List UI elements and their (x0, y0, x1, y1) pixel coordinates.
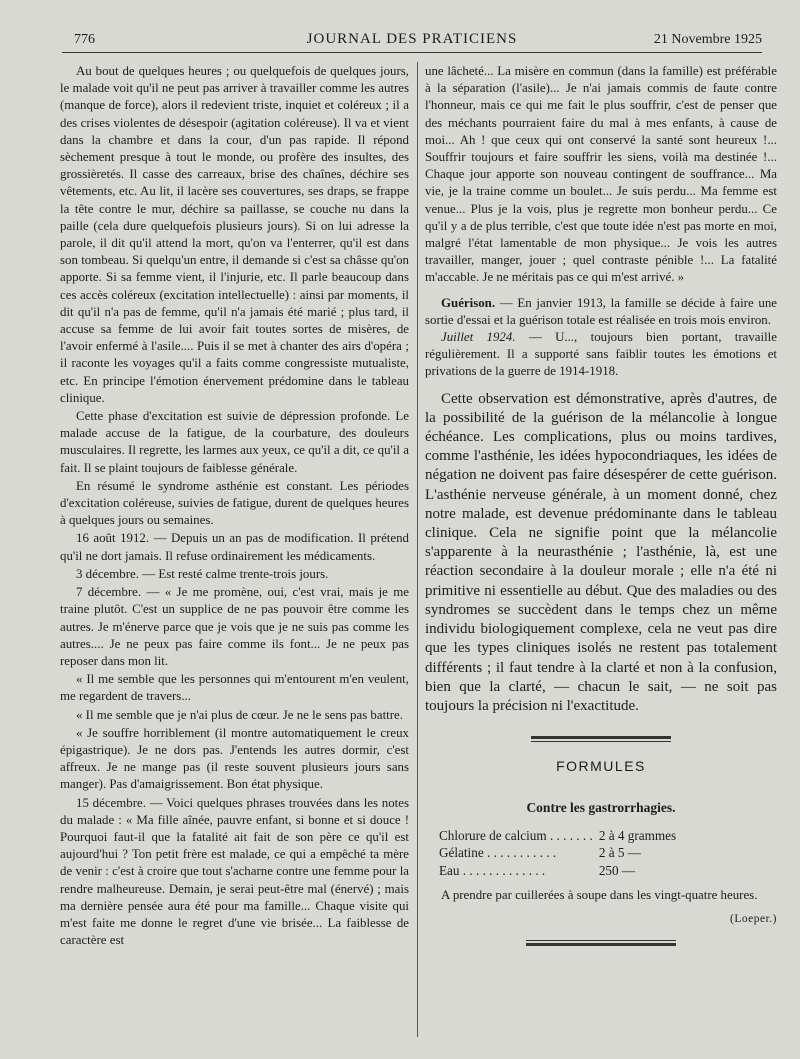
right-column (425, 63, 777, 946)
paragraph: 16 août 1912. — Depuis un an pas de modification. Il prétend qu'il ne dort jamais. Il refuse ordinairement les médicaments. (60, 531, 409, 563)
paragraph: « Je souffre horriblement (il montre automatiquement le creux épigastrique). Je ne dors pas. J'entends les autres dormir, c'est affreux. Je ne mange pas (il reste souvent plusieurs jours sans manger). Pas d'amaigrissement. Bon état physique. (60, 725, 409, 792)
instructions: A prendre par cuillerées à soupe dans les vingt-quatre heures. (441, 888, 758, 903)
ingredient-dose: 2 à 5 — (598, 845, 641, 861)
guerison-label: Guérison. (441, 295, 496, 310)
author-signature: (Loeper.) (730, 912, 777, 925)
column-divider (417, 62, 418, 1037)
ingredient-name: Gélatine . . . . . . . . . . . (439, 845, 557, 861)
observation-paragraph: Cette observation est démonstrative, après d'autres, de la possibilité de la guérison de la mélancolie à longue échéance. Les complications, plus ou moins tardives, comme l'asthénie, les idées hypocondriaques, les idées de négation ne doivent pas faire désespérer de cette guérison. L'asthénie nerveuse générale, à un moment donné, chez notre malade, est devenue prédominante dans le tableau clinique. Cela ne signifie point que la mélancolie s'apparente à la neurasthénie ; l'asthénie, là, est une réaction secondaire à la douleur morale ; elle n'a été ni primitive ni essentielle au début. Que des maladies ou des syndromes se succèdent dans le temps chez un même individu biologiquement complexe, cela ne veut pas dire que les types cliniques isolés ne restent pas totalement différents ; il faut tendre à la clarté et non à la confusion, bien que la clarté, — chacun le sait, — ne soit pas toujours la précision ni l'exactitude. (425, 390, 777, 714)
ingredient-row (439, 827, 691, 845)
ingredient-name: Eau . . . . . . . . . . . . . (439, 862, 546, 878)
ingredient-row (439, 862, 691, 880)
juillet-text: — U..., toujours bien portant, travaille régulièrement. Il a supporté sans faiblir toutes les émotions et privations de la guerre de 1914-1918. (425, 330, 777, 379)
paragraph: En résumé le syndrome asthénie est constant. Les périodes d'excitation coléreuse, suivies de fatigue, durent de quelques heures à quelques jours ou semaines. (60, 478, 409, 528)
paragraph: une lâcheté... La misère en commun (dans la famille) est préférable à la séparation (l'asile)... Je n'ai jamais commis de faute contre l'honneur, mais ce qui me fait le plus souffrir, c'est de penser que des méchants pourraient faire du mal à mes enfants, à cause de moi... Ah ! que ceux qui ont conservé la santé sont heureux !... Souffrir toujours et faire souffrir les siens, voilà ma destinée !... Chaque jour apporte son nouveau contingent de souffrance... Ma vie, je la traine comme un boulet... Je suis perdu... Ma femme est venue... Plus je la vois, plus je regrette mon bonheur perdu... Ce qu'il y a de plus terrible, c'est que toute idée n'est pas morte en moi, malgré l'état lamentable de mon physique... Je vois les autres travailler, manger, jouer ; quel contraste pénible !... La fatalité m'accable. Je ne méritais pas ce qui m'est arrivé. » (425, 64, 777, 285)
paragraph: 15 décembre. — Voici quelques phrases trouvées dans les notes du malade : « Ma fille aînée, pauvre enfant, si bonne et si douce ! Pourquoi faut-il que la fatalité ait fait de son père ce qu'il est aujourd'hui ? Ton petit frère est malade, ce qui a empêché ta mère de venir : c'est à croire que tout s'acharne contre une femme pour la rendre malheureuse. Demain, je serai peut-être mal (énervé) ; mais ma dernière pensée aura été pour ma famille... Chaque visite qui m'est faite me donne le regret d'une vie brisée... La faiblesse de caractère est (60, 795, 409, 948)
page-number: 776 (74, 32, 95, 47)
formules-heading: FORMULES (556, 758, 646, 775)
juillet-paragraph (425, 329, 777, 381)
juillet-label: Juillet 1924. (441, 330, 516, 345)
ingredient-row (439, 844, 691, 862)
recipe-title: Contre les gastrorrhagies. (526, 800, 676, 816)
page-header (62, 30, 762, 53)
issue-date: 21 Novembre 1925 (653, 32, 762, 47)
section-divider (531, 736, 671, 742)
guerison-text: — En janvier 1913, la famille se décide à faire une sortie d'essai et la guérison totale est réalisée en trois mois environ. (425, 295, 777, 327)
paragraph: Au bout de quelques heures ; ou quelquefois de quelques jours, le malade voit qu'il ne peut pas arriver à travailler comme les autres (manque de force), alors il redevient triste, inquiet et coléreux ; il a des crises violentes de désespoir (agitation coléreuse). Il va et vient dans la chambre et dans la cour, d'un pas rapide. Il répond sèchement presque à tout le monde, ou profère des insultes, des grossièretés. Il casse des carreaux, brise des chaînes, déchire ses vêtements, etc. Au lit, il lacère ses couvertures, ses draps, se frappe la tête contre le mur, déchire sa paillasse, se couche nu dans la paille (cela dure quelquefois plusieurs jours). Si on lui adresse la parole, il dit qu'il attend la mort, qu'on va l'enterrer, qu'il est dans son tombeau. Si quelqu'un entre, il demande si c'est sa châsse qu'on apporte. Si sa femme vient, il l'injurie, etc. Il parle beaucoup dans ces accès coléreux (excitation intellectuelle) : ainsi par moments, il dit qu'il n'a pas de femme, qu'il n'a jamais été marié ; plus tard, il accuse sa femme de lui avoir fait toutes sortes de misères, de l'avoir enfermé à l'asile.... Puis il se met à chanter des airs d'opéra ; il raconte les voyages qu'il a faits comme congressiste mutualiste, etc. En principe l'émotion énervement prédomine dans le tableau clinique. (60, 64, 409, 405)
ingredient-name: Chlorure de calcium . . . . . . . (439, 827, 593, 843)
guerison-paragraph (425, 295, 777, 329)
ingredient-dose: 250 — (598, 862, 636, 878)
end-divider (526, 940, 676, 946)
journal-title: JOURNAL DES PRATICIENS (306, 31, 518, 47)
paragraph: « Il me semble que je n'ai plus de cœur. Je ne le sens pas battre. (76, 707, 403, 722)
ingredients-table (439, 827, 691, 880)
left-column (60, 63, 409, 949)
paragraph: « Il me semble que les personnes qui m'entourent m'en veulent, me regardent de travers... (60, 672, 409, 704)
ingredient-dose: 2 à 4 grammes (598, 827, 677, 843)
paragraph: Cette phase d'excitation est suivie de dépression profonde. Le malade accuse de la fatigue, de la courbature, des douleurs musculaires. Il regrette, les larmes aux yeux, ce qu'il a dit, ce qu'il a fait. Il se plaint toujours de faiblesse générale. (60, 409, 409, 475)
paragraph: 3 décembre. — Est resté calme trente-trois jours. (76, 566, 329, 581)
paragraph: 7 décembre. — « Je me promène, oui, c'est vrai, mais je me traine plutôt. C'est un supplice de ne pas pouvoir être comme les autres. Je m'énerve parce que je vois que je ne suis pas comme les autres.... Je ne peux pas faire comme ils font... Je ne peux pas reposer dans mon lit. (60, 585, 409, 668)
